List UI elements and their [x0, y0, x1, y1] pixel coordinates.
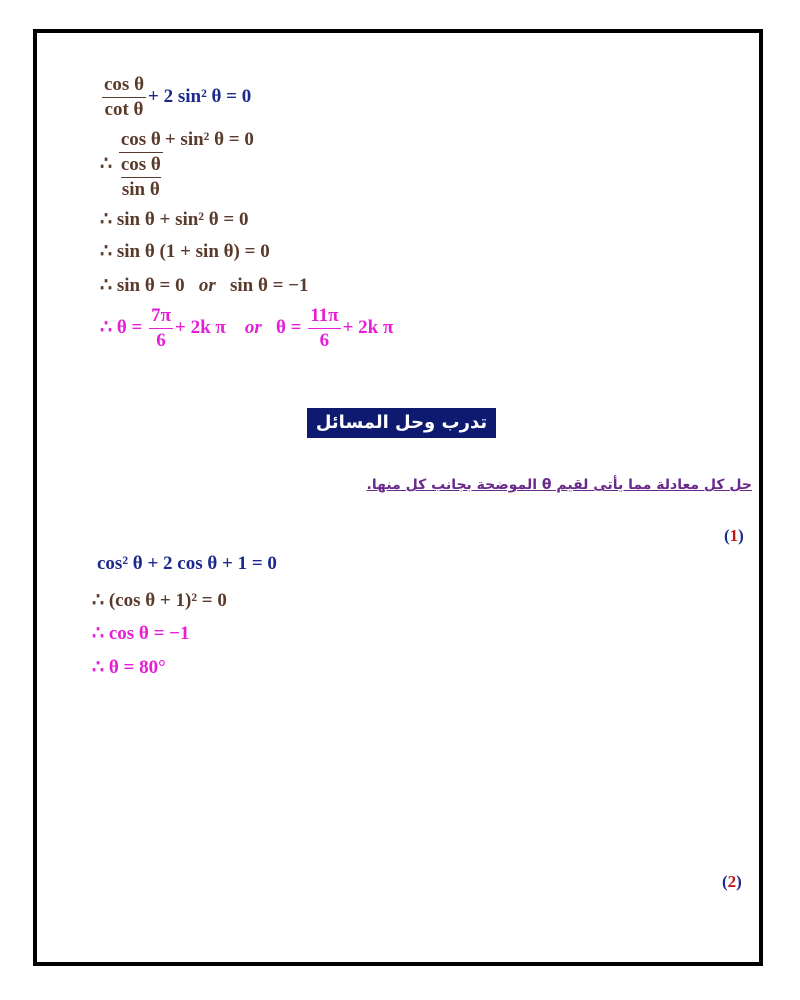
instruction-text: حل كل معادلة مما يأتى لقيم θ الموضحة بجانب كل منها.	[366, 477, 752, 493]
equation-line-6	[100, 304, 393, 353]
therefore-symbol: ∴	[100, 153, 113, 175]
or-word: or	[244, 316, 262, 338]
fraction-numerator: cos θ	[102, 73, 146, 98]
equation-line-4: ∴ sin θ (1 + sin θ) = 0	[100, 241, 270, 262]
fraction-numerator: 11π	[308, 304, 340, 329]
period-term: + 2k π	[175, 316, 226, 338]
equation-rest: + 2 sin² θ = 0	[148, 85, 252, 107]
case-b: sin θ = −1	[229, 275, 309, 296]
inner-numerator: cos θ	[121, 153, 161, 178]
compound-denominator	[119, 153, 163, 202]
equation-rest: + sin² θ = 0	[164, 129, 254, 151]
equation-line-1	[100, 73, 251, 122]
fraction-numerator: cos θ	[119, 128, 163, 153]
equation-line-3: ∴ sin θ + sin² θ = 0	[100, 209, 249, 230]
theta-prefix-2: θ =	[275, 316, 302, 338]
theta-prefix: ∴ θ =	[100, 316, 143, 338]
problem-1-step-2: ∴ cos θ = −1	[92, 623, 190, 644]
period-term-2: + 2k π	[342, 316, 394, 338]
equation-line-5	[100, 274, 309, 297]
problem-1-label: (1)	[724, 526, 744, 545]
inner-denominator: sin θ	[121, 179, 160, 200]
equation-line-2	[100, 128, 254, 202]
fraction-numerator: 7π	[149, 304, 173, 329]
problem-1-step-1: ∴ (cos θ + 1)² = 0	[92, 590, 227, 611]
section-banner: تدرب وحل المسائل	[307, 408, 496, 438]
fraction-denominator: 6	[319, 330, 330, 351]
case-a: ∴ sin θ = 0	[100, 275, 185, 296]
problem-1-step-3: ∴ θ = 80°	[92, 657, 166, 678]
problem-1-equation: cos² θ + 2 cos θ + 1 = 0	[97, 553, 277, 574]
fraction-denominator: 6	[156, 330, 166, 351]
problem-2-label: (2)	[722, 872, 742, 891]
fraction-denominator: cot θ	[104, 99, 144, 120]
or-word: or	[198, 275, 216, 296]
